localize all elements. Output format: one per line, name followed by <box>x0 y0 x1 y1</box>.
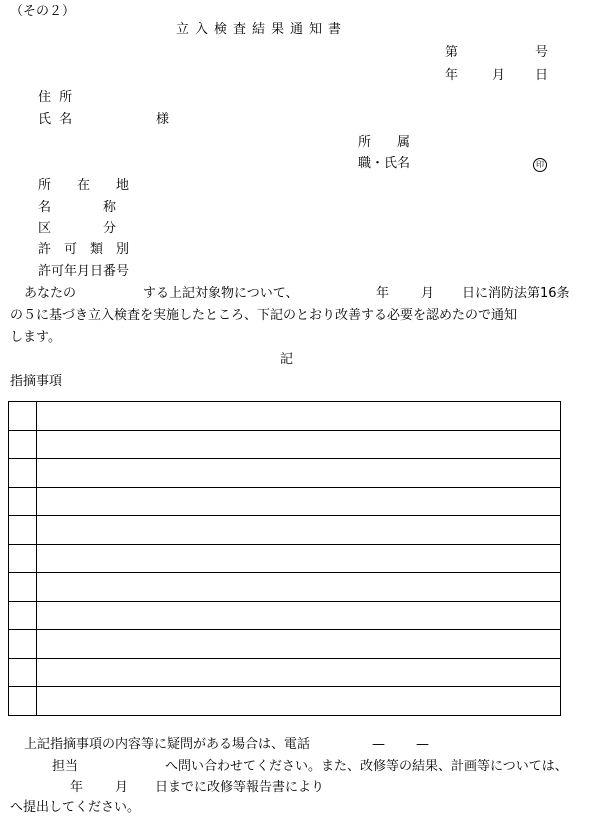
body-line1-a: あなたの <box>24 286 77 301</box>
table-row <box>9 544 561 573</box>
affiliation-label: 所 属 <box>358 135 411 150</box>
body-line1-c: 日に消防法第16条 <box>462 286 570 301</box>
table-row <box>9 430 561 459</box>
findings-table <box>8 401 561 716</box>
body-line1-b: する上記対象物について、 <box>143 286 299 301</box>
finding-cell[interactable] <box>37 516 561 545</box>
row-number-cell[interactable] <box>9 459 37 488</box>
row-number-cell[interactable] <box>9 487 37 516</box>
finding-cell[interactable] <box>37 402 561 431</box>
table-row <box>9 658 561 687</box>
footer-dash-2: — <box>416 737 429 752</box>
honorific: 様 <box>156 112 170 127</box>
table-row <box>9 402 561 431</box>
body-line3: します。 <box>10 330 61 345</box>
ki-marker: 記 <box>280 352 294 367</box>
facility-name-label: 名 称 <box>38 200 117 215</box>
finding-cell[interactable] <box>37 601 561 630</box>
table-row <box>9 516 561 545</box>
table-row <box>9 601 561 630</box>
table-row <box>9 459 561 488</box>
finding-cell[interactable] <box>37 487 561 516</box>
finding-cell[interactable] <box>37 459 561 488</box>
seal-icon: 印 <box>533 158 547 172</box>
name-label: 氏 名 <box>38 112 75 127</box>
row-number-cell[interactable] <box>9 658 37 687</box>
category-label: 区 分 <box>38 221 117 236</box>
date-month: 月 <box>492 68 506 83</box>
footer-line2-a: 担当 <box>52 759 79 774</box>
table-row <box>9 487 561 516</box>
body-line1-month: 月 <box>421 286 435 301</box>
seal-mark <box>533 156 547 172</box>
date-day: 日 <box>535 68 549 83</box>
footer-dash-1: — <box>372 737 385 752</box>
location-label: 所 在 地 <box>38 178 130 193</box>
document-title: 立入検査結果通知書 <box>176 22 348 37</box>
row-number-cell[interactable] <box>9 516 37 545</box>
row-number-cell[interactable] <box>9 544 37 573</box>
permit-type-label: 許 可 類 別 <box>38 242 130 257</box>
document-number-prefix: 第 <box>445 45 459 60</box>
row-number-cell[interactable] <box>9 573 37 602</box>
footer-line4: へ提出してください。 <box>10 800 141 815</box>
items-heading: 指摘事項 <box>10 374 63 389</box>
footer-line3-year: 年 <box>70 780 84 795</box>
date-year: 年 <box>445 68 459 83</box>
finding-cell[interactable] <box>37 658 561 687</box>
row-number-cell[interactable] <box>9 601 37 630</box>
table-row <box>9 630 561 659</box>
table-row <box>9 687 561 716</box>
finding-cell[interactable] <box>37 430 561 459</box>
row-number-cell[interactable] <box>9 430 37 459</box>
address-label: 住 所 <box>38 90 75 105</box>
form-variant: （その２） <box>10 4 76 19</box>
finding-cell[interactable] <box>37 544 561 573</box>
body-line2: の５に基づき立入検査を実施したところ、下記のとおり改善する必要を認めたので通知 <box>10 308 518 323</box>
permit-date-number-label: 許可年月日番号 <box>38 264 130 279</box>
body-line1-year: 年 <box>376 286 390 301</box>
finding-cell[interactable] <box>37 687 561 716</box>
row-number-cell[interactable] <box>9 687 37 716</box>
finding-cell[interactable] <box>37 630 561 659</box>
footer-line2-b: へ問い合わせてください。また、改修等の結果、計画等については、 <box>165 759 568 774</box>
row-number-cell[interactable] <box>9 630 37 659</box>
position-name-label: 職・氏名 <box>358 156 411 171</box>
table-row <box>9 573 561 602</box>
footer-line1-a: 上記指摘事項の内容等に疑問がある場合は、電話 <box>24 737 311 752</box>
finding-cell[interactable] <box>37 573 561 602</box>
row-number-cell[interactable] <box>9 402 37 431</box>
footer-line3-month: 月 <box>115 780 129 795</box>
document-number-suffix: 号 <box>535 45 549 60</box>
footer-line3-b: 日までに改修等報告書により <box>155 780 325 795</box>
